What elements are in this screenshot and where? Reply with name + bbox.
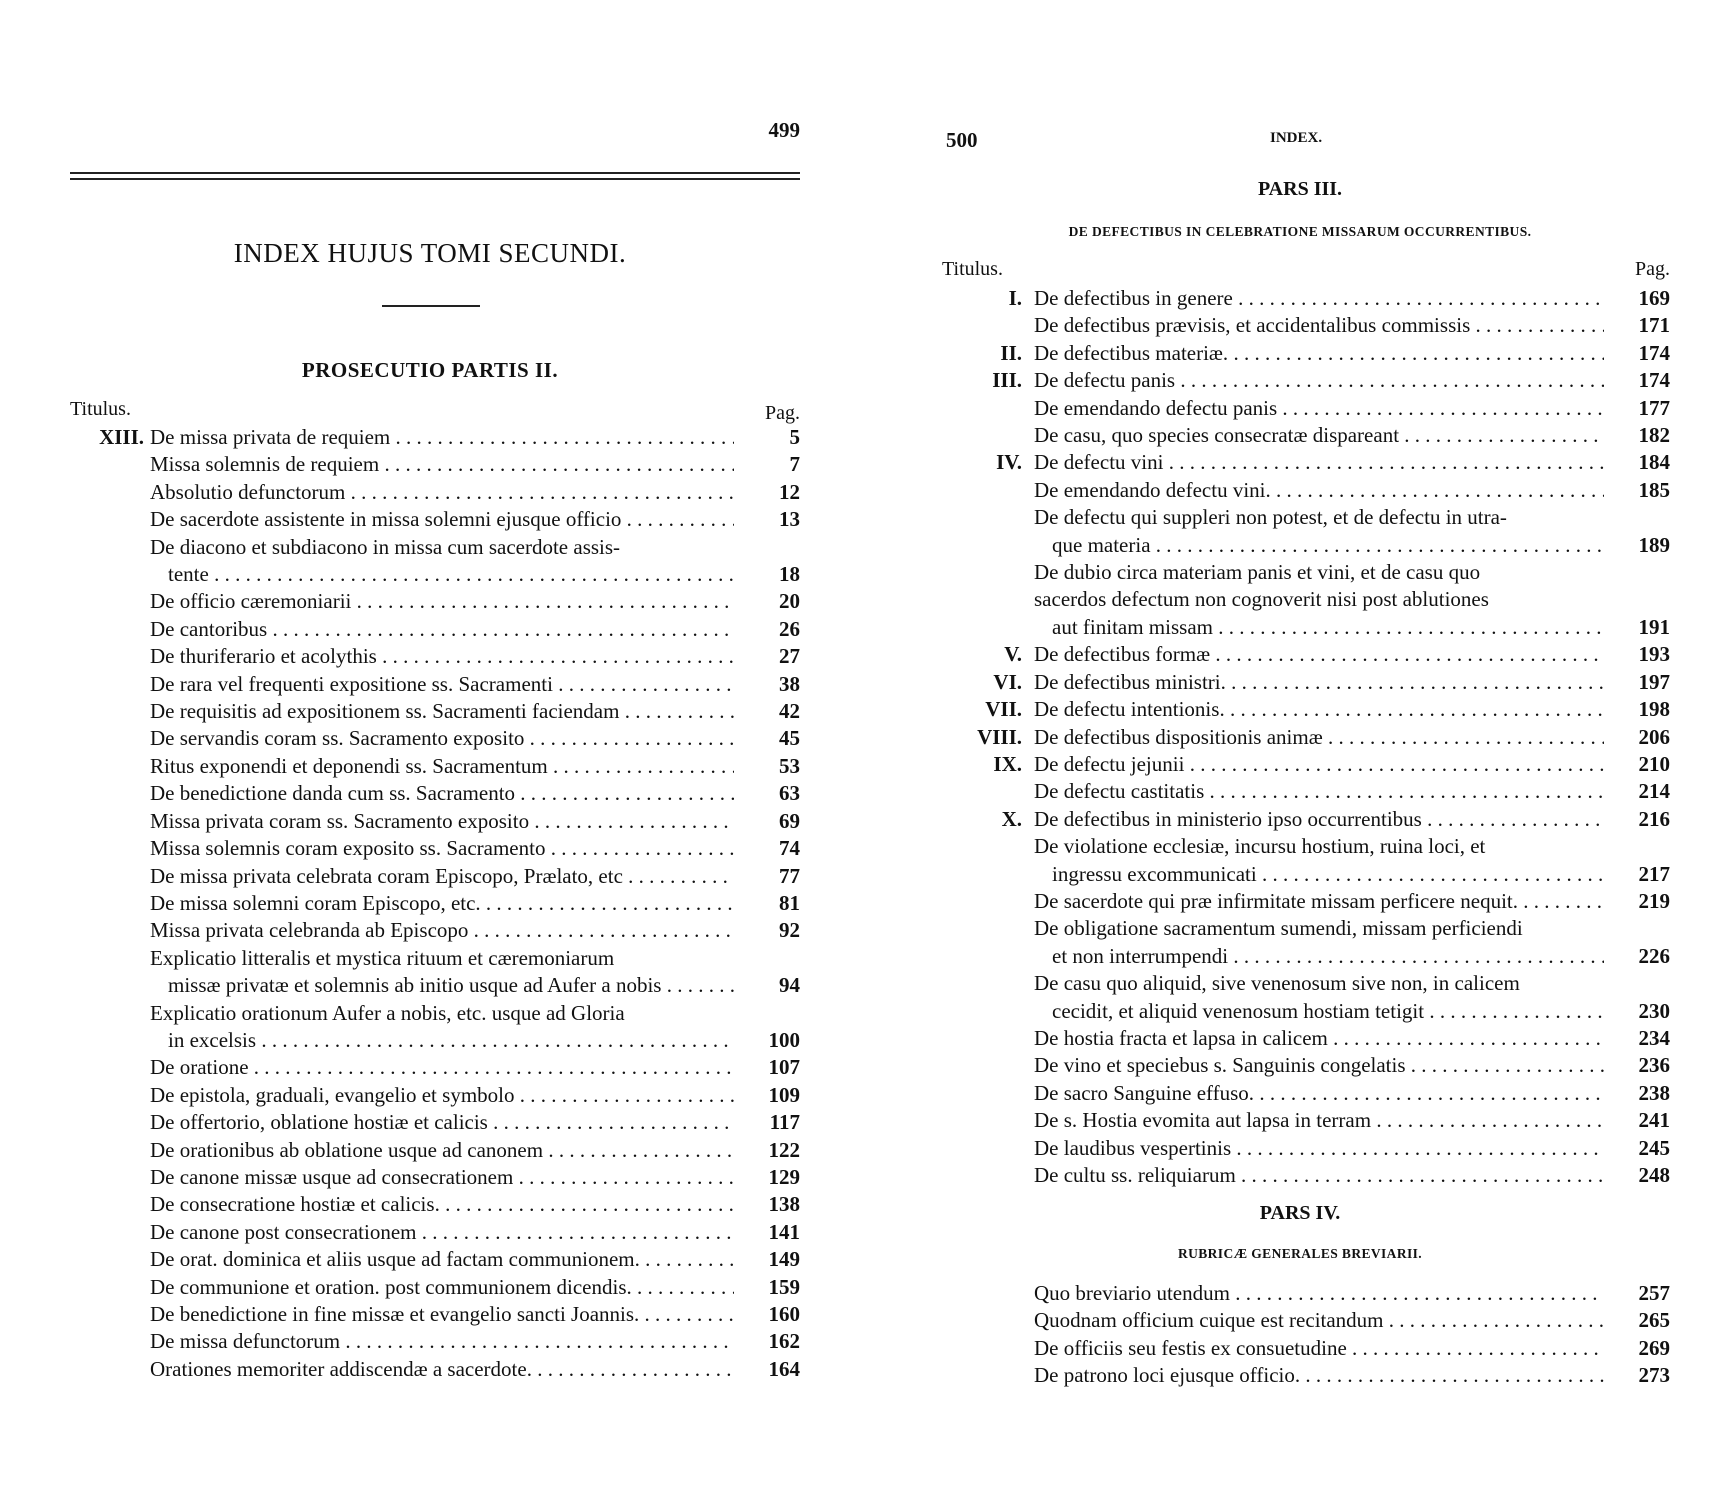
entry-page: 69 (779, 808, 800, 833)
entry-title (1034, 1025, 1604, 1052)
entry-title (150, 808, 734, 835)
toc-entry (930, 806, 1670, 833)
toc-entry (60, 424, 800, 451)
entry-title (150, 917, 734, 944)
entry-title (150, 451, 734, 478)
part-iii-title: PARS III. (1257, 178, 1343, 200)
toc-entry (930, 751, 1670, 778)
entry-title-last-line: De offertorio, oblatione hostiæ et calicis . . . (150, 1110, 734, 1134)
entry-title-last-line: De defectu castitatis . . . (1034, 779, 1604, 803)
entry-title-last-line: De communione et oration. post communionem dicendis. . . . (150, 1275, 734, 1299)
entry-title (1034, 696, 1604, 723)
toc-entry (60, 780, 800, 807)
entry-page: 216 (1638, 806, 1670, 831)
toc-entry (930, 641, 1670, 668)
toc-entry (930, 1362, 1670, 1389)
entry-title (1034, 1307, 1604, 1334)
entry-title-last-line: Missa solemnis coram exposito ss. Sacramento . . . (150, 836, 734, 860)
entry-title-last-line: De hostia fracta et lapsa in calicem . . . (1034, 1026, 1604, 1050)
toc-entry (60, 506, 800, 533)
entry-title-last-line: Quo breviario utendum . . . (1034, 1281, 1604, 1305)
entry-page: 77 (779, 863, 800, 888)
entry-title-last-line: De defectu jejunii . . . (1034, 752, 1604, 776)
entry-number: XIII. (99, 425, 144, 449)
entry-page: 217 (1638, 861, 1670, 886)
entry-title (150, 835, 734, 862)
entry-title (150, 1054, 734, 1081)
entry-title (1034, 778, 1604, 805)
entry-title-line: Explicatio orationum Aufer a nobis, etc. usque ad Gloria (150, 1000, 625, 1025)
entry-page: 117 (769, 1110, 800, 1135)
toc-entry (60, 725, 800, 752)
toc-entry (60, 534, 800, 589)
toc-entry (60, 1328, 800, 1355)
entry-title-last-line: De defectibus in genere . . . (1034, 286, 1604, 310)
toc-entry (60, 1137, 800, 1164)
entry-title (1034, 340, 1604, 367)
entry-page: 63 (779, 781, 800, 806)
entry-page: 219 (1638, 888, 1670, 913)
entry-title-last-line: De sacro Sanguine effuso. . . . (1034, 1081, 1604, 1105)
entry-title-last-line: De sacerdote assistente in missa solemni ejusque officio . . . (150, 507, 734, 531)
entry-page: 236 (1638, 1053, 1670, 1078)
toc-entry (60, 1109, 800, 1136)
entry-title (150, 1109, 734, 1136)
entry-title (150, 945, 734, 1000)
entry-title-last-line: et non interrumpendi . . . (1034, 943, 1604, 970)
toc-entry (930, 559, 1670, 641)
entry-title-last-line: Missa privata celebranda ab Episcopo . . . (150, 918, 734, 942)
entry-title (1034, 970, 1604, 1025)
toc-entry (60, 451, 800, 478)
entry-page: 182 (1638, 423, 1670, 448)
entry-page: 174 (1638, 368, 1670, 393)
entry-title-last-line: De casu, quo species consecratæ dispareant . . . (1034, 423, 1604, 447)
entry-page: 94 (779, 973, 800, 998)
entry-number: X. (1001, 806, 1022, 831)
entry-title (150, 424, 734, 451)
entry-title-last-line: De requisitis ad expositionem ss. Sacramenti faciendam . . . (150, 699, 734, 723)
toc-entry (60, 1000, 800, 1055)
entry-title (1034, 724, 1604, 751)
entry-title-last-line: De missa solemni coram Episcopo, etc. . . . (150, 891, 734, 915)
entry-page: 238 (1638, 1080, 1670, 1105)
entry-page: 18 (779, 562, 800, 587)
toc-entry (60, 1054, 800, 1081)
entry-title-line: De dubio circa materiam panis et vini, et de casu quo (1034, 560, 1481, 585)
entry-title (1034, 559, 1604, 641)
entry-title-last-line: De oratione . . . (150, 1055, 734, 1079)
toc-entry (60, 698, 800, 725)
entry-title-last-line: De officio cæremoniarii . . . (150, 589, 734, 613)
entry-page: 214 (1638, 779, 1670, 804)
entry-page: 107 (768, 1055, 800, 1080)
entry-page: 171 (1638, 313, 1670, 338)
entry-title-last-line: Orationes memoriter addiscendæ a sacerdote. . . . (150, 1357, 734, 1381)
entry-page: 210 (1638, 751, 1670, 776)
toc-entry (930, 449, 1670, 476)
toc-entry (60, 671, 800, 698)
entry-page: 257 (1638, 1281, 1670, 1305)
entry-title-last-line: Ritus exponendi et deponendi ss. Sacramentum . . . (150, 754, 734, 778)
entry-page: 42 (779, 699, 800, 724)
entry-page: 138 (768, 1192, 800, 1217)
entry-title (1034, 751, 1604, 778)
entry-title-last-line: De emendando defectu vini. . . . (1034, 478, 1604, 502)
entry-title-last-line: in excelsis . . . (150, 1027, 734, 1054)
entry-title (1034, 1135, 1604, 1162)
entry-title (150, 643, 734, 670)
toc-entry (60, 1246, 800, 1273)
entry-title-last-line: De laudibus vespertinis . . . (1034, 1136, 1604, 1160)
entry-page: 7 (789, 452, 800, 477)
entry-title-last-line: De thuriferario et acolythis . . . (150, 644, 734, 668)
titulus-header: Titulus. (70, 398, 131, 420)
toc-entry (930, 778, 1670, 805)
toc-entry (930, 1162, 1670, 1189)
entry-title-last-line: De patrono loci ejusque officio. . . . (1034, 1363, 1604, 1387)
entry-title-last-line: De canone post consecrationem . . . (150, 1220, 734, 1244)
entry-title-last-line: Quodnam officium cuique est recitandum . . . (1034, 1308, 1604, 1332)
toc-entry (930, 915, 1670, 970)
entry-page: 92 (779, 918, 800, 943)
entry-title-last-line: Missa solemnis de requiem . . . (150, 452, 734, 476)
entry-title-last-line: De defectibus prævisis, et accidentalibus commissis . . . (1034, 313, 1604, 337)
entry-title (150, 890, 734, 917)
entry-page: 129 (768, 1164, 800, 1189)
toc-entry (60, 588, 800, 615)
entry-page: 149 (768, 1247, 800, 1272)
entry-number: VIII. (977, 724, 1022, 749)
toc-list-part-iv (930, 1280, 1670, 1390)
toc-entry (60, 835, 800, 862)
toc-entry (60, 1301, 800, 1328)
entry-page: 159 (768, 1274, 800, 1299)
entry-title (1034, 395, 1604, 422)
entry-title-last-line: De emendando defectu panis . . . (1034, 396, 1604, 420)
toc-entry (930, 504, 1670, 559)
entry-title (150, 534, 734, 589)
entry-title-last-line: De officiis seu festis ex consuetudine . . . (1034, 1336, 1604, 1360)
entry-title-last-line: De rara vel frequenti expositione ss. Sacramenti . . . (150, 672, 734, 696)
entry-page: 141 (768, 1219, 800, 1244)
entry-page: 197 (1638, 669, 1670, 694)
titulus-header: Titulus. (942, 258, 1003, 280)
entry-title (1034, 422, 1604, 449)
entry-number: VI. (993, 669, 1022, 694)
entry-page: 160 (768, 1302, 800, 1326)
entry-title (1034, 1162, 1604, 1189)
entry-number: V. (1004, 642, 1022, 667)
toc-entry (60, 1082, 800, 1109)
entry-page: 198 (1638, 697, 1670, 722)
entry-title-line: Explicatio litteralis et mystica rituum et cæremoniarum (150, 945, 615, 970)
toc-entry (930, 1280, 1670, 1307)
entry-page: 38 (779, 671, 800, 696)
toc-entry (930, 1335, 1670, 1362)
entry-page: 185 (1638, 477, 1670, 502)
entry-title-last-line: cecidit, et aliquid venenosum hostiam tetigit . . . (1034, 998, 1604, 1025)
entry-page: 226 (1638, 943, 1670, 968)
entry-title (150, 753, 734, 780)
entry-title-last-line: De defectu panis . . . (1034, 368, 1604, 392)
entry-title (1034, 888, 1604, 915)
entry-title (1034, 477, 1604, 504)
entry-page: 162 (768, 1329, 800, 1354)
entry-page: 206 (1638, 724, 1670, 749)
entry-title (1034, 1280, 1604, 1307)
toc-entry (60, 863, 800, 890)
toc-entry (930, 1052, 1670, 1079)
entry-title (150, 780, 734, 807)
part-iii-subtitle: DE DEFECTIBUS IN CELEBRATIONE MISSARUM OCCURRENTIBUS. (1068, 224, 1532, 239)
entry-title (1034, 641, 1604, 668)
entry-title (150, 1356, 734, 1383)
entry-page: 5 (789, 425, 800, 449)
toc-entry (930, 1135, 1670, 1162)
toc-entry (60, 1274, 800, 1301)
entry-title (150, 863, 734, 890)
entry-page: 265 (1638, 1308, 1670, 1333)
entry-title-last-line: De defectu vini . . . (1034, 450, 1604, 474)
entry-page: 230 (1638, 998, 1670, 1023)
entry-title (1034, 312, 1604, 339)
entry-page: 45 (779, 726, 800, 751)
toc-entry (930, 888, 1670, 915)
toc-entry (930, 395, 1670, 422)
toc-entry (60, 808, 800, 835)
entry-title-last-line: De epistola, graduali, evangelio et symbolo . . . (150, 1083, 734, 1107)
entry-title (150, 725, 734, 752)
entry-title-line: De violatione ecclesiæ, incursu hostium, ruina loci, et (1034, 834, 1486, 859)
toc-entry (930, 970, 1670, 1025)
entry-page: 26 (779, 616, 800, 641)
entry-title (1034, 1080, 1604, 1107)
entry-page: 169 (1638, 286, 1670, 310)
entry-title (150, 616, 734, 643)
entry-page: 81 (779, 890, 800, 915)
entry-number: IX. (993, 751, 1022, 776)
entry-title-line: De defectu qui suppleri non potest, et de defectu in utra- (1034, 505, 1507, 530)
entry-title (1034, 915, 1604, 970)
part-iv-subtitle: RUBRICÆ GENERALES BREVIARII. (1177, 1246, 1423, 1261)
toc-entry (60, 479, 800, 506)
part-iv-title: PARS IV. (1259, 1202, 1341, 1224)
running-header (930, 128, 1670, 154)
entry-title (1034, 285, 1604, 312)
entry-page: 164 (768, 1356, 800, 1381)
entry-page: 174 (1638, 340, 1670, 365)
entry-title-last-line: tente . . . (150, 561, 734, 588)
entry-number: II. (1000, 340, 1022, 365)
index-title: INDEX HUJUS TOMI SECUNDI. (233, 238, 627, 268)
toc-entry (930, 422, 1670, 449)
entry-title (150, 479, 734, 506)
entry-title (1034, 806, 1604, 833)
entry-page: 189 (1638, 532, 1670, 557)
entry-title-last-line: De defectibus materiæ. . . . (1034, 341, 1604, 365)
entry-page: 191 (1638, 614, 1670, 639)
toc-list (930, 285, 1670, 1189)
entry-title-line: De diacono et subdiacono in missa cum sacerdote assis- (150, 534, 621, 559)
toc-entry (930, 477, 1670, 504)
entry-title (1034, 449, 1604, 476)
entry-page: 245 (1638, 1135, 1670, 1160)
entry-title-last-line: De canone missæ usque ad consecrationem . . . (150, 1165, 734, 1189)
entry-title (150, 1246, 734, 1273)
entry-title-last-line: Missa privata coram ss. Sacramento exposito . . . (150, 809, 734, 833)
page-number: 499 (768, 118, 800, 142)
entry-page: 122 (768, 1137, 800, 1162)
entry-title-last-line: De missa privata celebrata coram Episcopo, Prælato, etc . . . (150, 864, 734, 888)
toc-entry (930, 724, 1670, 751)
entry-number: VII. (985, 697, 1022, 722)
entry-title-line: De casu quo aliquid, sive venenosum sive non, in calicem (1034, 971, 1520, 996)
entry-title-last-line: que materia . . . (1034, 532, 1604, 559)
entry-title-last-line: De cantoribus . . . (150, 617, 734, 641)
entry-title-last-line: De sacerdote qui præ infirmitate missam perficere nequit. . . . (1034, 889, 1604, 913)
entry-title-last-line: De defectibus in ministerio ipso occurrentibus . . . (1034, 807, 1604, 831)
entry-page: 13 (779, 507, 800, 532)
entry-page: 184 (1638, 450, 1670, 475)
entry-title-last-line: De defectu intentionis. . . . (1034, 697, 1604, 721)
entry-page: 12 (779, 479, 800, 504)
entry-page: 273 (1638, 1363, 1670, 1388)
entry-title-last-line: De missa defunctorum . . . (150, 1329, 734, 1353)
entry-title (150, 588, 734, 615)
entry-number: III. (992, 368, 1022, 393)
entry-title-last-line: De benedictione danda cum ss. Sacramento . . . (150, 781, 734, 805)
entry-title-last-line: De benedictione in fine missæ et evangelio sancti Joannis. . . . (150, 1302, 734, 1326)
entry-title (1034, 1052, 1604, 1079)
toc-entry (930, 1080, 1670, 1107)
entry-title-last-line: De defectibus ministri. . . . (1034, 670, 1604, 694)
part-heading: PROSECUTIO PARTIS II. (301, 358, 559, 382)
toc-entry (60, 945, 800, 1000)
toc-entry (60, 890, 800, 917)
entry-page: 109 (768, 1082, 800, 1107)
entry-title-last-line: De s. Hostia evomita aut lapsa in terram . . . (1034, 1108, 1604, 1132)
short-rule (382, 305, 480, 307)
toc-entry (60, 1219, 800, 1246)
entry-title (1034, 669, 1604, 696)
entry-title-last-line: De orationibus ab oblatione usque ad canonem . . . (150, 1138, 734, 1162)
entry-title-last-line: De defectibus formæ . . . (1034, 642, 1604, 666)
entry-title (150, 1219, 734, 1246)
entry-title-line: De obligatione sacramentum sumendi, missam perficiendi (1034, 916, 1523, 941)
entry-page: 234 (1638, 1025, 1670, 1050)
toc-entry (930, 312, 1670, 339)
entry-title (150, 1328, 734, 1355)
toc-entry (930, 1307, 1670, 1334)
entry-title (150, 671, 734, 698)
entry-page: 74 (779, 836, 800, 861)
entry-page: 20 (779, 589, 800, 614)
entry-page: 269 (1638, 1335, 1670, 1360)
entry-page: 53 (779, 753, 800, 778)
entry-title-last-line: De servandis coram ss. Sacramento exposito . . . (150, 726, 734, 750)
entry-title-line: sacerdos defectum non cognoverit nisi post ablutiones (1034, 587, 1489, 612)
toc-entry (930, 367, 1670, 394)
double-rule (70, 172, 800, 180)
entry-title-last-line: missæ privatæ et solemnis ab initio usque ad Aufer a nobis . . . (150, 972, 734, 999)
running-head: INDEX. (1270, 130, 1323, 146)
toc-entry (60, 753, 800, 780)
entry-page: 27 (779, 644, 800, 669)
toc-entry (930, 1107, 1670, 1134)
entry-page: 193 (1638, 642, 1670, 667)
left-page (60, 0, 800, 1500)
toc-entry (60, 1191, 800, 1218)
entry-title-last-line: ingressu excommunicati . . . (1034, 861, 1604, 888)
right-page (930, 0, 1670, 1500)
entry-title (150, 1082, 734, 1109)
toc-entry (930, 1025, 1670, 1052)
pag-header: Pag. (765, 402, 800, 424)
entry-title-last-line: aut finitam missam . . . (1034, 614, 1604, 641)
entry-title-last-line: Absolutio defunctorum . . . (150, 480, 734, 504)
entry-title-last-line: De missa privata de requiem . . . (150, 425, 734, 449)
pag-header: Pag. (1635, 258, 1670, 280)
toc-entry (60, 1164, 800, 1191)
entry-title (1034, 833, 1604, 888)
entry-title-last-line: De cultu ss. reliquiarum . . . (1034, 1163, 1604, 1187)
page-number: 500 (946, 128, 978, 152)
entry-number: I. (1008, 286, 1022, 310)
entry-title (150, 1274, 734, 1301)
toc-entry (930, 340, 1670, 367)
entry-title (150, 1191, 734, 1218)
entry-number: IV. (996, 450, 1022, 475)
entry-title (1034, 1335, 1604, 1362)
entry-title (1034, 1362, 1604, 1389)
entry-page: 177 (1638, 395, 1670, 420)
entry-title-last-line: De consecratione hostiæ et calicis. . . . (150, 1192, 734, 1216)
entry-title-last-line: De orat. dominica et aliis usque ad factam communionem. . . . (150, 1247, 734, 1271)
entry-title-last-line: De defectibus dispositionis animæ . . . (1034, 725, 1604, 749)
entry-page: 241 (1638, 1108, 1670, 1133)
toc-entry (60, 616, 800, 643)
entry-title (150, 1301, 734, 1328)
entry-page: 248 (1638, 1163, 1670, 1187)
entry-title (150, 698, 734, 725)
toc-list (60, 424, 800, 1383)
entry-title (150, 506, 734, 533)
toc-entry (60, 1356, 800, 1383)
entry-title (1034, 504, 1604, 559)
entry-title-last-line: De vino et speciebus s. Sanguinis congelatis . . . (1034, 1053, 1604, 1077)
toc-entry (930, 285, 1670, 312)
entry-title (150, 1000, 734, 1055)
toc-entry (60, 643, 800, 670)
entry-title (150, 1164, 734, 1191)
toc-entry (930, 669, 1670, 696)
entry-page: 100 (768, 1027, 800, 1052)
entry-title (1034, 367, 1604, 394)
entry-title (150, 1137, 734, 1164)
entry-title (1034, 1107, 1604, 1134)
toc-entry (60, 917, 800, 944)
toc-entry (930, 833, 1670, 888)
toc-entry (930, 696, 1670, 723)
